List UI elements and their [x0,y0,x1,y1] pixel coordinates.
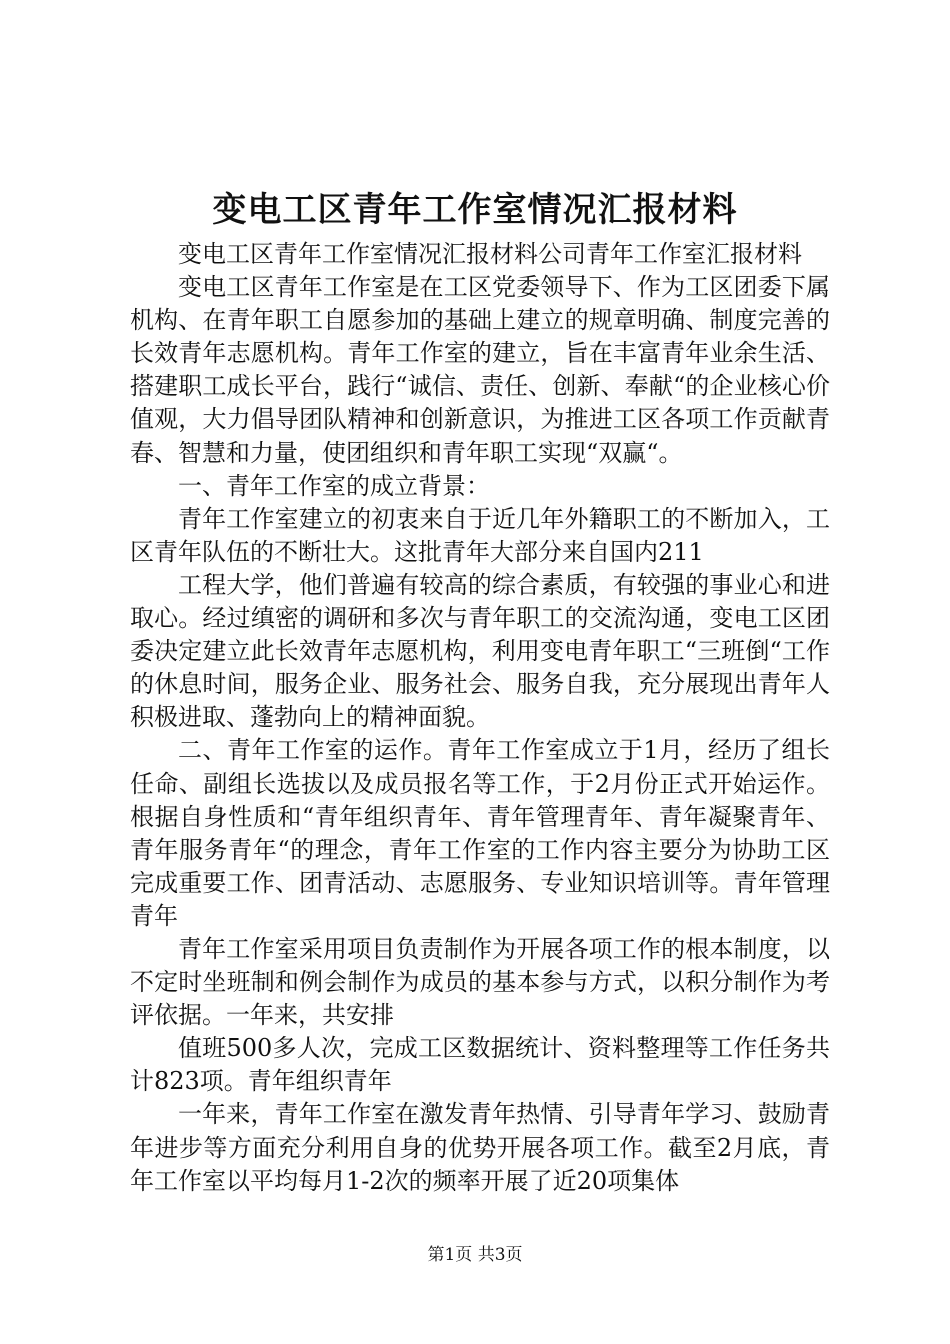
paragraph-activities: 一年来，青年工作室在激发青年热情、引导青年学习、鼓励青年进步等方面充分利用自身的优势开展各项工作。截至2月底，青年工作室以平均每月1-2次的频率开展了近20项集体 [130,1100,830,1195]
paragraph-management-system: 青年工作室采用项目负责制作为开展各项工作的根本制度，以不定时坐班制和例会制作为成员的基本参与方式，以积分制作为考评依据。一年来，共安排 [130,934,830,1030]
paragraph-operation: 二、青年工作室的运作。青年工作室成立于1月，经历了组长任命、副组长选拔以及成员报名等工作，于2月份正式开始运作。根据自身性质和“青年组织青年、青年管理青年、青年凝聚青年、青年服务青年“的理念，青年工作室的工作内容主要分为协助工区完成重要工作、团青活动、志愿服务、专业知识培训等。青年管理青年 [130,736,830,930]
document-body [130,238,830,1198]
paragraph-duty-statistics: 值班500多人次，完成工区数据统计、资料整理等工作任务共计823项。青年组织青年 [130,1034,830,1096]
paragraph-subtitle: 变电工区青年工作室情况汇报材料公司青年工作室汇报材料 [178,240,802,268]
paragraph-background-2: 工程大学，他们普遍有较高的综合素质，有较强的事业心和进取心。经过缜密的调研和多次与青年职工的交流沟通，变电工区团委决定建立此长效青年志愿机构，利用变电青年职工“三班倒“工作的休息时间，服务企业、服务社会、服务自我，充分展现出青年人积极进取、蓬勃向上的精神面貌。 [130,570,830,732]
paragraph-background-1: 青年工作室建立的初衷来自于近几年外籍职工的不断加入，工区青年队伍的不断壮大。这批青年大部分来自国内211 [130,504,830,566]
document-title: 变电工区青年工作室情况汇报材料 [212,190,738,230]
page-footer: 第1页 共3页 [427,1245,523,1265]
section-heading-background: 一、青年工作室的成立背景： [178,471,490,500]
paragraph-intro: 变电工区青年工作室是在工区党委领导下、作为工区团委下属机构、在青年职工自愿参加的基础上建立的规章明确、制度完善的长效青年志愿机构。青年工作室的建立，旨在丰富青年业余生活、搭建职工成长平台，践行“诚信、责任、创新、奉献“的企业核心价值观，大力倡导团队精神和创新意识，为推进工区各项工作贡献青春、智慧和力量，使团组织和青年职工实现“双赢“。 [130,273,830,467]
